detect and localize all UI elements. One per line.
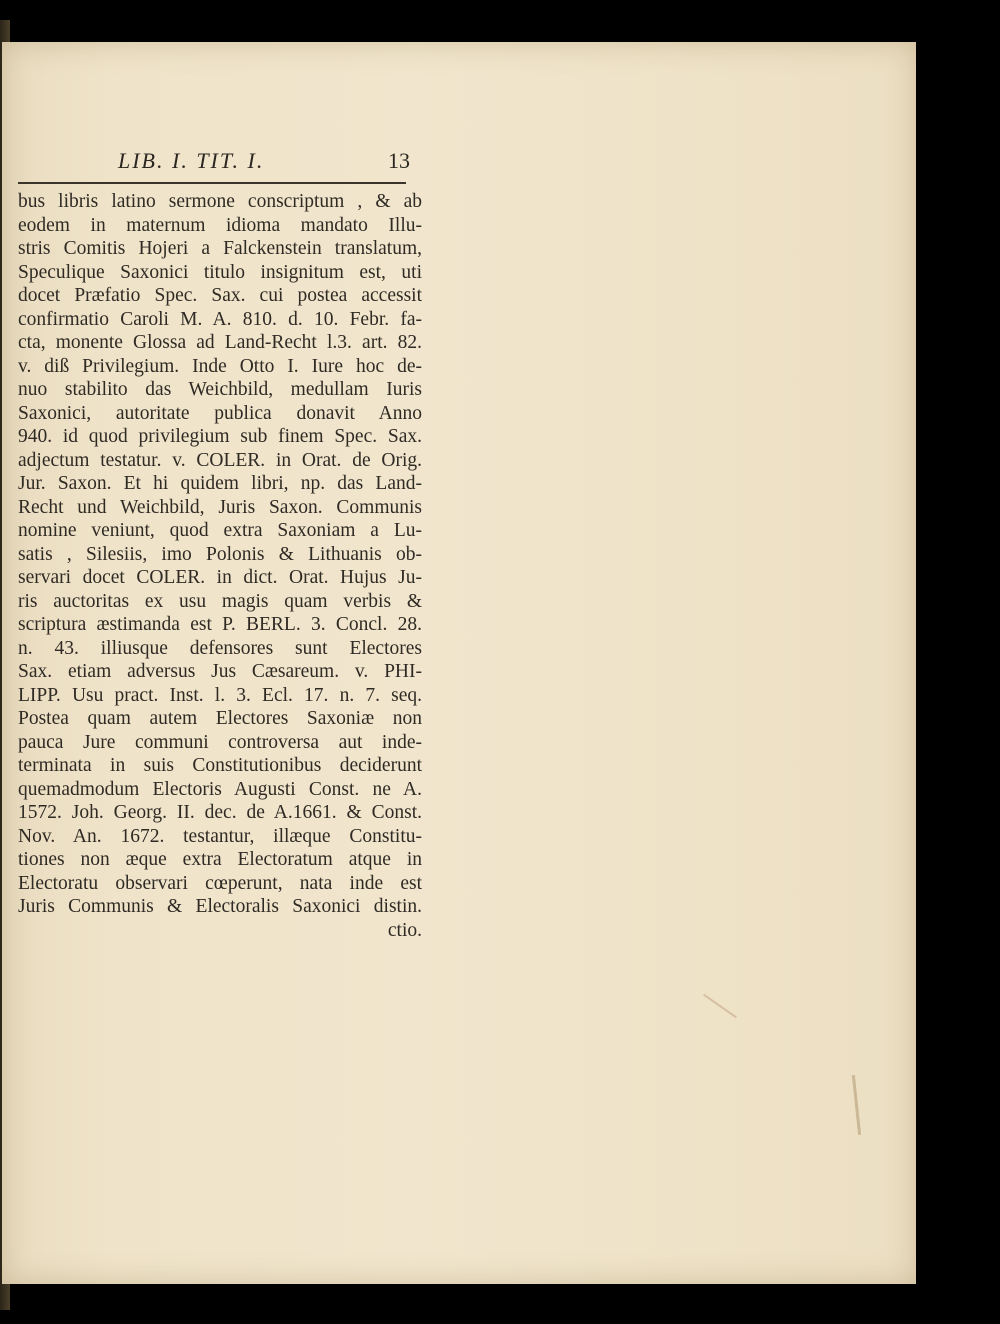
page-number: 13	[388, 148, 410, 173]
text-line: Speculique Saxonici titulo insignitum est, uti	[18, 261, 422, 283]
text-line: servari docet COLER. in dict. Orat. Hujus Ju-	[18, 567, 422, 588]
text-line: confirmatio Caroli M. A. 810. d. 10. Febr. fa-	[18, 308, 422, 330]
running-title: LIB. I. TIT. I.	[118, 148, 265, 173]
text-line: Nov. An. 1672. testantur, illæque Constitu-	[18, 825, 422, 847]
text-line: tiones non æque extra Electoratum atque in	[18, 849, 422, 870]
text-line: 940. id quod privilegium sub finem Spec. Sax.	[18, 426, 422, 447]
text-line: pauca Jure communi controversa aut inde-	[18, 731, 422, 753]
text-line: Electoratu observari cœperunt, nata inde est	[18, 872, 422, 894]
text-line: ctio.	[387, 919, 422, 941]
text-line: Juris Communis & Electoralis Saxonici distin.	[18, 896, 422, 917]
text-line: Recht und Weichbild, Juris Saxon. Communis	[18, 496, 422, 518]
body-text	[18, 190, 422, 942]
header-rule	[18, 182, 406, 184]
text-line: nomine veniunt, quod extra Saxoniam a Lu-	[18, 520, 422, 541]
text-line: Sax. etiam adversus Jus Cæsareum. v. PHI-	[18, 661, 422, 682]
text-line: Jur. Saxon. Et hi quidem libri, np. das Land-	[18, 473, 422, 494]
text-line: ris auctoritas ex usu magis quam verbis &	[18, 590, 422, 612]
text-line: nuo stabilito das Weichbild, medullam Iuris	[18, 379, 422, 400]
text-line: quemadmodum Electoris Augusti Const. ne A.	[18, 778, 422, 800]
text-line: adjectum testatur. v. COLER. in Orat. de Orig.	[18, 449, 422, 471]
text-line: docet Præfatio Spec. Sax. cui postea accessit	[18, 285, 422, 306]
text-line: stris Comitis Hojeri a Falckenstein translatum,	[18, 238, 422, 259]
text-line: bus libris latino sermone conscriptum , & ab	[18, 191, 422, 212]
text-line: eodem in maternum idioma mandato Illu-	[18, 214, 422, 236]
text-line: LIPP. Usu pract. Inst. l. 3. Ecl. 17. n. 7. seq.	[18, 684, 422, 706]
text-line: v. diß Privilegium. Inde Otto I. Iure hoc de-	[18, 355, 422, 377]
text-line: cta, monente Glossa ad Land-Recht l.3. art. 82.	[18, 332, 422, 353]
text-line: satis , Silesiis, imo Polonis & Lithuanis ob-	[18, 543, 422, 565]
text-line: n. 43. illiusque defensores sunt Electores	[18, 637, 422, 659]
text-line: 1572. Joh. Georg. II. dec. de A.1661. & Const.	[18, 802, 422, 823]
text-line: scriptura æstimanda est P. BERL. 3. Concl. 28.	[18, 614, 422, 635]
text-line: Postea quam autem Electores Saxoniæ non	[18, 708, 422, 729]
page-header	[118, 148, 418, 182]
text-line: Saxonici, autoritate publica donavit Anno	[18, 402, 422, 424]
text-line: terminata in suis Constitutionibus deciderunt	[18, 755, 422, 776]
